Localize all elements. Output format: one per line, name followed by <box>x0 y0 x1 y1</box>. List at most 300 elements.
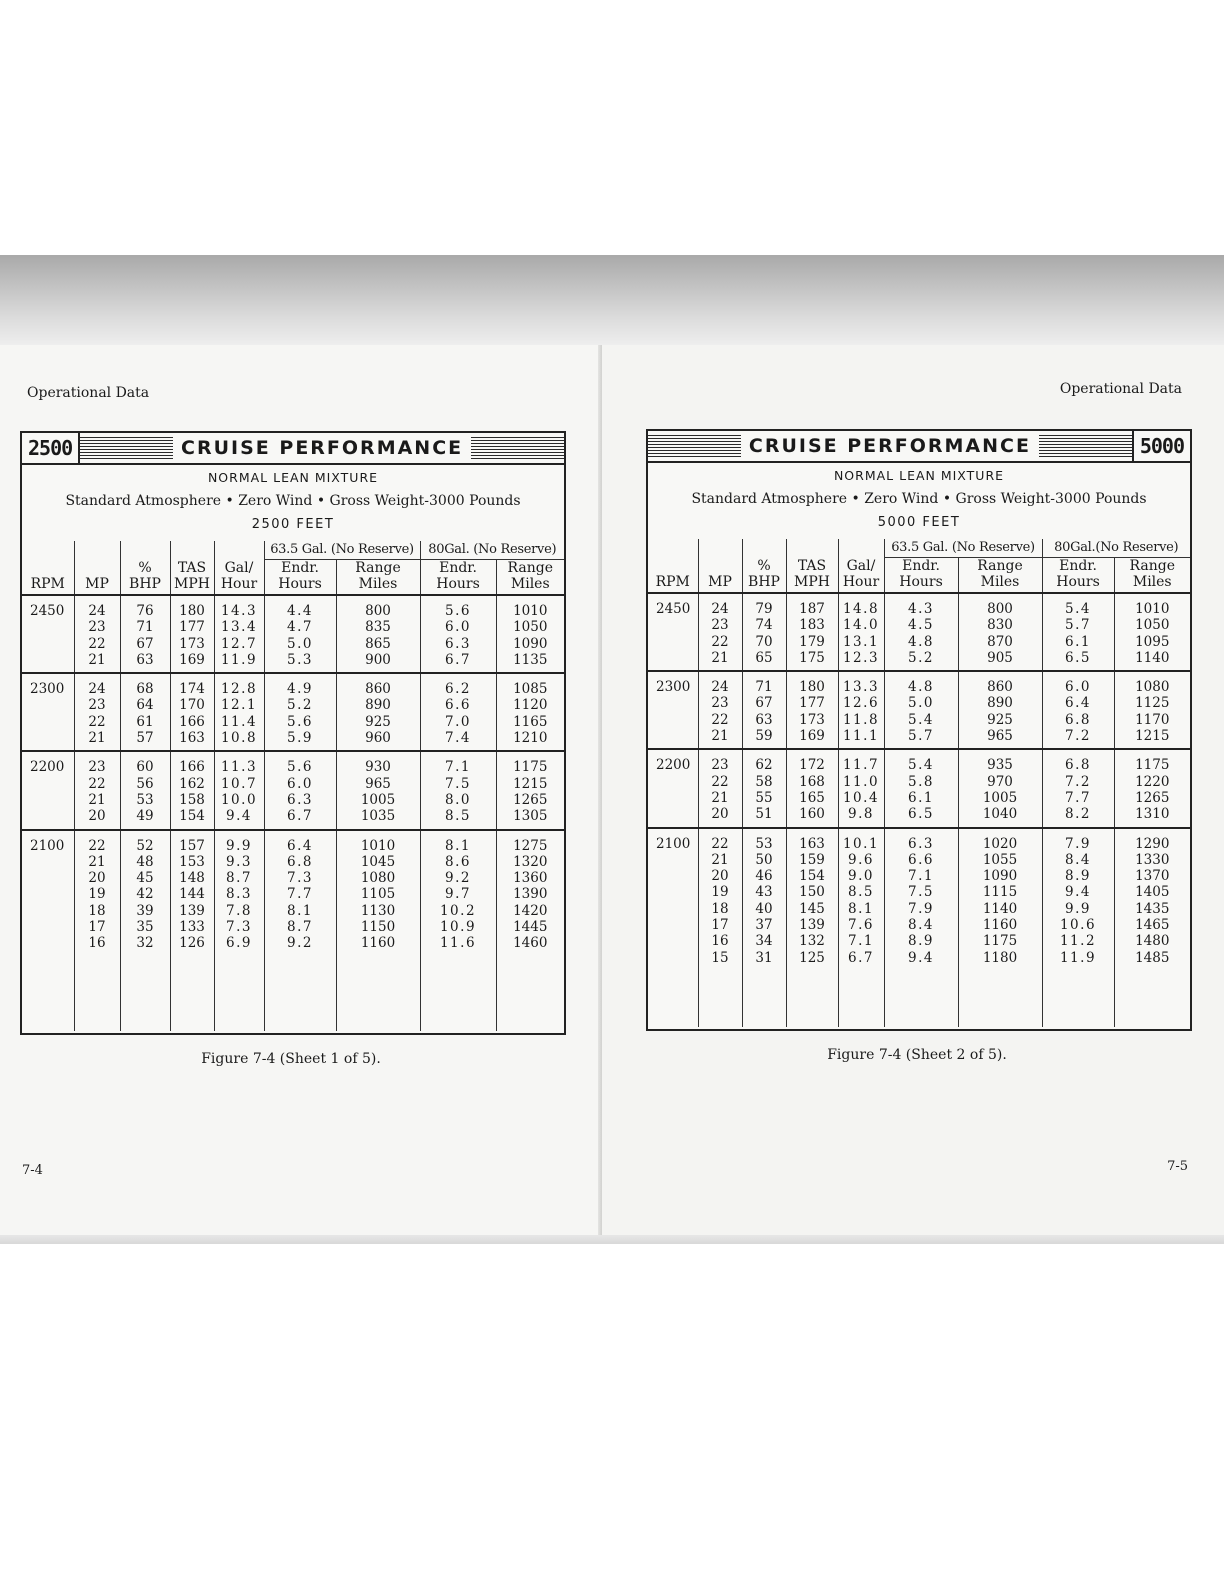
endr80-cell <box>1042 671 1114 749</box>
tas-value: 162 <box>179 775 205 792</box>
endr80-value: 7.5 <box>445 775 471 792</box>
left-page <box>0 345 600 1235</box>
mp-value: 23 <box>711 617 729 634</box>
column-header: Endr. Hours <box>1042 558 1114 594</box>
tas-value: 183 <box>799 617 825 634</box>
gph-cell <box>214 751 264 829</box>
gph-value: 11.4 <box>220 713 258 730</box>
rpm-cell <box>648 593 698 671</box>
gph-value: 9.4 <box>226 808 252 825</box>
mp-value: 24 <box>88 603 106 619</box>
rpm-cell <box>648 828 698 1027</box>
range63-value: 800 <box>987 601 1013 617</box>
endr63-value: 7.5 <box>908 884 934 901</box>
endr80-cell <box>1042 749 1114 827</box>
endr80-value: 7.4 <box>445 730 471 747</box>
range63-value: 1020 <box>982 835 1018 852</box>
bhp-value: 63 <box>755 711 773 728</box>
bhp-value: 53 <box>136 791 154 808</box>
endr63-value: 4.4 <box>287 603 313 619</box>
bhp-value: 62 <box>755 757 773 774</box>
range63-value: 965 <box>987 728 1013 745</box>
endr63-value: 5.4 <box>908 757 934 774</box>
figure-caption: Figure 7-4 (Sheet 1 of 5). <box>201 1051 381 1067</box>
bhp-value: 61 <box>136 713 154 730</box>
range80-cell <box>496 673 564 751</box>
range63-value: 890 <box>987 695 1013 712</box>
bhp-value: 71 <box>136 619 154 636</box>
endr63-value: 6.0 <box>287 775 313 792</box>
bhp-value: 48 <box>136 853 154 870</box>
range63-value: 1160 <box>982 917 1018 934</box>
endr63-value: 5.9 <box>287 730 313 747</box>
column-header: Endr. Hours <box>264 560 336 596</box>
range63-value: 1180 <box>982 949 1018 966</box>
mp-value: 23 <box>711 695 729 712</box>
endr80-value: 9.2 <box>445 870 471 887</box>
mp-value: 24 <box>711 679 729 696</box>
rpm-value: 2200 <box>30 759 65 776</box>
gph-value: 11.0 <box>842 773 880 790</box>
range80-value: 1215 <box>513 775 548 792</box>
range80-value: 1320 <box>513 853 548 870</box>
gph-value: 12.1 <box>220 697 258 714</box>
stripes-decoration <box>80 437 173 459</box>
group-header-80-gal: 80Gal. (No Reserve) <box>420 541 564 560</box>
gph-value: 11.1 <box>842 728 880 745</box>
tas-value: 173 <box>799 711 825 728</box>
mp-value: 17 <box>711 917 729 934</box>
mp-value: 18 <box>88 902 106 919</box>
endr80-value: 8.2 <box>1065 806 1091 823</box>
range80-value: 1010 <box>1135 601 1170 617</box>
gph-value: 11.7 <box>842 757 880 774</box>
mp-value: 23 <box>88 759 106 776</box>
endr63-value: 4.5 <box>908 617 934 634</box>
range63-value: 900 <box>365 651 391 668</box>
tas-value: 139 <box>179 902 205 919</box>
title-bar <box>648 431 1190 463</box>
rpm-cell <box>648 671 698 749</box>
tas-value: 148 <box>179 870 205 887</box>
mp-value: 21 <box>88 791 106 808</box>
range63-value: 830 <box>987 617 1013 634</box>
mp-value: 21 <box>88 730 106 747</box>
gph-cell <box>838 593 884 671</box>
column-header: % BHP <box>120 560 170 596</box>
mp-value: 22 <box>711 835 729 852</box>
mp-value: 17 <box>88 919 106 936</box>
conditions-label: Standard Atmosphere • Zero Wind • Gross Weight-3000 Pounds <box>691 491 1147 507</box>
endr63-value: 6.8 <box>287 853 313 870</box>
range80-value: 1435 <box>1135 900 1170 917</box>
bhp-value: 42 <box>136 886 154 903</box>
column-header: RPM <box>22 560 74 596</box>
endr80-value: 10.2 <box>439 902 477 919</box>
endr63-value: 5.7 <box>908 728 934 745</box>
mp-value: 18 <box>711 900 729 917</box>
range80-value: 1125 <box>1135 695 1170 712</box>
range80-value: 1310 <box>1135 806 1170 823</box>
endr63-cell <box>884 593 958 671</box>
gph-cell <box>214 595 264 673</box>
mp-value: 24 <box>711 601 729 617</box>
rpm-value: 2100 <box>30 837 65 854</box>
bhp-value: 53 <box>755 835 773 852</box>
endr63-cell <box>884 749 958 827</box>
column-header: Endr. Hours <box>420 560 496 596</box>
range63-cell <box>958 749 1042 827</box>
rpm-value: 2300 <box>30 681 65 698</box>
endr63-value: 5.0 <box>287 635 313 652</box>
bhp-cell <box>742 749 786 827</box>
tas-value: 163 <box>799 835 825 852</box>
range63-value: 905 <box>987 649 1013 666</box>
gph-value: 14.3 <box>220 603 258 619</box>
range80-value: 1050 <box>513 619 548 636</box>
bhp-value: 60 <box>136 759 154 776</box>
range80-value: 1135 <box>513 651 548 668</box>
tas-value: 163 <box>179 730 205 747</box>
gph-value: 13.1 <box>842 633 880 650</box>
gph-cell <box>214 673 264 751</box>
endr80-value: 9.9 <box>1065 900 1091 917</box>
endr80-value: 8.9 <box>1065 868 1091 885</box>
column-header: Gal/ Hour <box>214 560 264 596</box>
bhp-value: 50 <box>755 851 773 868</box>
endr80-value: 7.2 <box>1065 773 1091 790</box>
endr63-value: 8.1 <box>287 902 313 919</box>
endr63-value: 5.0 <box>908 695 934 712</box>
gph-value: 10.1 <box>842 835 880 852</box>
bhp-value: 51 <box>755 806 773 823</box>
column-header: Range Miles <box>1114 558 1190 594</box>
endr63-value: 5.2 <box>908 649 934 666</box>
cruise-table <box>22 541 564 1031</box>
range63-value: 1005 <box>360 791 396 808</box>
range63-value: 1130 <box>360 902 396 919</box>
panel-title: CRUISE PERFORMANCE <box>181 437 464 459</box>
gph-value: 12.6 <box>842 695 880 712</box>
endr63-value: 8.4 <box>908 917 934 934</box>
mp-value: 21 <box>711 851 729 868</box>
range80-value: 1140 <box>1135 649 1170 666</box>
column-header: Range Miles <box>336 560 420 596</box>
endr63-cell <box>264 673 336 751</box>
mp-value: 23 <box>88 697 106 714</box>
mp-value: 19 <box>88 886 106 903</box>
bhp-value: 58 <box>755 773 773 790</box>
tas-cell <box>170 595 214 673</box>
tas-value: 169 <box>799 728 825 745</box>
rpm-cell <box>22 751 74 829</box>
range80-value: 1305 <box>513 808 548 825</box>
bhp-cell <box>742 671 786 749</box>
panel-title: CRUISE PERFORMANCE <box>748 435 1031 457</box>
range63-value: 860 <box>987 679 1013 696</box>
tas-value: 172 <box>799 757 825 774</box>
mp-cell <box>698 749 742 827</box>
mp-value: 21 <box>711 649 729 666</box>
bhp-value: 39 <box>136 902 154 919</box>
gph-cell <box>214 830 264 1031</box>
bhp-value: 64 <box>136 697 154 714</box>
mp-value: 23 <box>711 757 729 774</box>
tas-value: 187 <box>799 601 825 617</box>
endr63-value: 5.8 <box>908 773 934 790</box>
rpm-value: 2100 <box>656 835 691 852</box>
mp-value: 23 <box>88 619 106 636</box>
range63-value: 1090 <box>982 868 1018 885</box>
rpm-cell <box>648 749 698 827</box>
mp-value: 24 <box>88 681 106 698</box>
range63-value: 800 <box>365 603 391 619</box>
range80-value: 1275 <box>513 837 548 854</box>
gph-value: 8.1 <box>848 900 874 917</box>
column-header: Endr. Hours <box>884 558 958 594</box>
range63-value: 1175 <box>982 933 1018 950</box>
gph-value: 11.8 <box>842 711 880 728</box>
endr63-value: 6.6 <box>908 851 934 868</box>
endr63-value: 5.4 <box>908 711 934 728</box>
mp-value: 22 <box>88 635 106 652</box>
bhp-cell <box>120 595 170 673</box>
gph-cell <box>838 828 884 1027</box>
cruise-performance-panel <box>646 429 1192 1031</box>
bhp-value: 52 <box>136 837 154 854</box>
range63-value: 960 <box>365 730 391 747</box>
range63-value: 1080 <box>360 870 396 887</box>
rpm-value: 2450 <box>656 601 691 617</box>
bhp-value: 59 <box>755 728 773 745</box>
table-row-rpm-2300 <box>22 673 564 751</box>
mp-value: 22 <box>711 773 729 790</box>
range63-value: 1035 <box>360 808 396 825</box>
table-body <box>648 593 1190 1027</box>
endr63-value: 7.7 <box>287 886 313 903</box>
endr63-value: 6.4 <box>287 837 313 854</box>
endr63-value: 7.3 <box>287 870 313 887</box>
endr80-value: 7.9 <box>1065 835 1091 852</box>
range80-cell <box>496 751 564 829</box>
table-row-rpm-2200 <box>648 749 1190 827</box>
tas-value: 159 <box>799 851 825 868</box>
mp-value: 15 <box>711 949 729 966</box>
gph-value: 7.3 <box>226 919 252 936</box>
range80-value: 1120 <box>513 697 548 714</box>
endr63-value: 4.8 <box>908 633 934 650</box>
range80-value: 1265 <box>513 791 548 808</box>
range80-value: 1460 <box>513 935 548 952</box>
endr63-value: 4.3 <box>908 601 934 617</box>
endr63-cell <box>264 595 336 673</box>
rpm-cell <box>22 595 74 673</box>
range63-value: 965 <box>365 775 391 792</box>
tas-value: 132 <box>799 933 825 950</box>
bhp-value: 57 <box>136 730 154 747</box>
range80-value: 1360 <box>513 870 548 887</box>
gph-value: 12.3 <box>842 649 880 666</box>
endr63-value: 6.3 <box>287 791 313 808</box>
bhp-cell <box>120 673 170 751</box>
altitude-badge: 5000 <box>1132 431 1190 461</box>
range63-value: 930 <box>365 759 391 776</box>
bhp-value: 34 <box>755 933 773 950</box>
right-page <box>602 345 1224 1235</box>
endr80-value: 7.7 <box>1065 789 1091 806</box>
endr63-value: 4.8 <box>908 679 934 696</box>
gph-value: 9.0 <box>848 868 874 885</box>
mp-cell <box>698 828 742 1027</box>
stripes-decoration <box>648 435 741 457</box>
range80-value: 1405 <box>1135 884 1170 901</box>
table-row-rpm-2200 <box>22 751 564 829</box>
endr63-value: 4.7 <box>287 619 313 636</box>
gph-value: 6.9 <box>226 935 252 952</box>
range63-value: 870 <box>987 633 1013 650</box>
range80-value: 1175 <box>513 759 548 776</box>
column-header: RPM <box>648 558 698 594</box>
endr80-value: 8.5 <box>445 808 471 825</box>
altitude-label: 2500 FEET <box>251 517 335 532</box>
gph-value: 14.0 <box>842 617 880 634</box>
range80-value: 1330 <box>1135 851 1170 868</box>
gph-value: 9.9 <box>226 837 252 854</box>
tas-cell <box>170 673 214 751</box>
gph-value: 9.6 <box>848 851 874 868</box>
endr80-value: 8.4 <box>1065 851 1091 868</box>
cruise-table <box>648 539 1190 1027</box>
mp-value: 22 <box>711 711 729 728</box>
range80-value: 1370 <box>1135 868 1170 885</box>
endr80-value: 7.0 <box>445 713 471 730</box>
endr80-value: 6.5 <box>1065 649 1091 666</box>
mp-value: 16 <box>711 933 729 950</box>
endr63-value: 5.6 <box>287 759 313 776</box>
endr80-value: 5.4 <box>1065 601 1091 617</box>
tas-cell <box>786 749 838 827</box>
endr63-value: 6.7 <box>287 808 313 825</box>
tas-value: 174 <box>179 681 205 698</box>
mp-cell <box>698 671 742 749</box>
column-header: Range Miles <box>496 560 564 596</box>
mp-cell <box>74 595 120 673</box>
range80-cell <box>1114 593 1190 671</box>
mp-value: 20 <box>88 808 106 825</box>
mp-cell <box>74 673 120 751</box>
mixture-label: NORMAL LEAN MIXTURE <box>833 468 1005 483</box>
tas-value: 126 <box>179 935 205 952</box>
tas-value: 154 <box>799 868 825 885</box>
mp-value: 21 <box>88 651 106 668</box>
mp-cell <box>74 751 120 829</box>
endr80-value: 9.4 <box>1065 884 1091 901</box>
column-header: TAS MPH <box>170 560 214 596</box>
gph-value: 7.6 <box>848 917 874 934</box>
bhp-value: 68 <box>136 681 154 698</box>
tas-value: 154 <box>179 808 205 825</box>
mixture-label: NORMAL LEAN MIXTURE <box>207 470 379 485</box>
column-header: MP <box>74 560 120 596</box>
endr63-cell <box>884 828 958 1027</box>
column-header: Gal/ Hour <box>838 558 884 594</box>
rpm-value: 2200 <box>656 757 691 774</box>
tas-cell <box>786 671 838 749</box>
mp-value: 20 <box>88 870 106 887</box>
bhp-value: 56 <box>136 775 154 792</box>
range63-cell <box>336 673 420 751</box>
gph-value: 8.7 <box>226 870 252 887</box>
range63-cell <box>336 595 420 673</box>
tas-value: 169 <box>179 651 205 668</box>
range63-value: 935 <box>987 757 1013 774</box>
group-header-80-gal: 80Gal.(No Reserve) <box>1042 539 1190 558</box>
endr80-value: 6.8 <box>1065 711 1091 728</box>
gph-value: 6.7 <box>848 949 874 966</box>
tas-value: 179 <box>799 633 825 650</box>
endr63-value: 6.5 <box>908 806 934 823</box>
range63-value: 1010 <box>360 837 396 854</box>
endr63-cell <box>884 671 958 749</box>
tas-value: 133 <box>179 919 205 936</box>
stripes-decoration <box>471 437 564 459</box>
rpm-value: 2300 <box>656 679 691 696</box>
endr80-value: 10.6 <box>1059 917 1097 934</box>
stripes-decoration <box>1039 435 1132 457</box>
bhp-value: 32 <box>136 935 154 952</box>
range63-value: 890 <box>365 697 391 714</box>
range80-value: 1290 <box>1135 835 1170 852</box>
bhp-value: 70 <box>755 633 773 650</box>
endr80-value: 5.6 <box>445 603 471 619</box>
endr80-cell <box>420 751 496 829</box>
range63-value: 970 <box>987 773 1013 790</box>
range80-value: 1175 <box>1135 757 1170 774</box>
gph-value: 8.5 <box>848 884 874 901</box>
mp-value: 21 <box>711 789 729 806</box>
range80-value: 1210 <box>513 730 548 747</box>
range63-value: 1040 <box>982 806 1018 823</box>
range63-value: 1150 <box>360 919 396 936</box>
range80-value: 1050 <box>1135 617 1170 634</box>
endr80-value: 6.6 <box>445 697 471 714</box>
tas-value: 144 <box>179 886 205 903</box>
tas-value: 170 <box>179 697 205 714</box>
endr80-cell <box>420 673 496 751</box>
mp-cell <box>698 593 742 671</box>
range80-value: 1080 <box>1135 679 1170 696</box>
bhp-value: 76 <box>136 603 154 619</box>
mp-value: 16 <box>88 935 106 952</box>
tas-cell <box>170 830 214 1031</box>
endr80-value: 8.6 <box>445 853 471 870</box>
endr80-cell <box>420 830 496 1031</box>
tas-value: 173 <box>179 635 205 652</box>
column-header: MP <box>698 558 742 594</box>
range63-cell <box>336 751 420 829</box>
mp-value: 22 <box>711 633 729 650</box>
group-header-63-gal: 63.5 Gal. (No Reserve) <box>264 541 420 560</box>
range80-cell <box>1114 828 1190 1027</box>
tas-value: 153 <box>179 853 205 870</box>
column-header: Range Miles <box>958 558 1042 594</box>
range63-cell <box>958 671 1042 749</box>
endr63-cell <box>264 751 336 829</box>
tas-value: 175 <box>799 649 825 666</box>
gph-value: 11.3 <box>220 759 258 776</box>
endr80-value: 5.7 <box>1065 617 1091 634</box>
range80-value: 1485 <box>1135 949 1170 966</box>
